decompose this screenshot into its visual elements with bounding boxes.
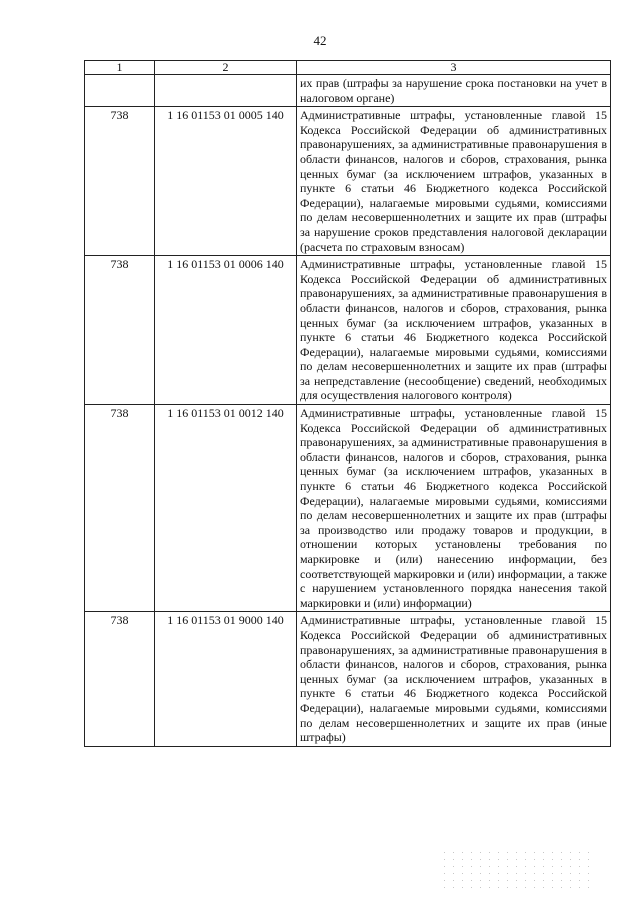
cell-code: 1 16 01153 01 0005 140 — [155, 107, 297, 256]
cell-code: 1 16 01153 01 0012 140 — [155, 405, 297, 612]
cell-description: Административные штрафы, установленные главой 15 Кодекса Российской Федерации об административных правонарушениях, за административные правонарушения в области финансов, налогов и сборов, страхования, рынка ценных бумаг (за исключением штрафов, указанных в пункте 6 статьи 46 Бюджетного кодекса Российской Федерации), налагаемые мировыми судьями, комиссиями по делам несовершеннолетних и защите их прав (штрафы за непредставление (несообщение) сведений, необходимых для осуществления налогового контроля) — [297, 256, 611, 405]
header-col-2: 2 — [155, 61, 297, 75]
page-number: 42 — [313, 33, 327, 48]
cell-description: Административные штрафы, установленные главой 15 Кодекса Российской Федерации об административных правонарушениях, за административные правонарушения в области финансов, налогов и сборов, страхования, рынка ценных бумаг (за исключением штрафов, указанных в пункте 6 статьи 46 Бюджетного кодекса Российской Федерации), налагаемые мировыми судьями, комиссиями по делам несовершеннолетних и защите их прав (штрафы за производство или продажу товаров и продукции, в отношении которых установлены требования по маркировке и (или) нанесению информации, без соответствующей маркировки и (или) информации, а также с нарушением установленного порядка нанесения такой маркировки и (или) информации) — [297, 405, 611, 612]
cell-num: 738 — [85, 612, 155, 746]
header-col-1: 1 — [85, 61, 155, 75]
cell-description: Административные штрафы, установленные главой 15 Кодекса Российской Федерации об административных правонарушениях, за административные правонарушения в области финансов, налогов и сборов, страхования, рынка ценных бумаг (за исключением штрафов, указанных в пункте 6 статьи 46 Бюджетного кодекса Российской Федерации), налагаемые мировыми судьями, комиссиями по делам несовершеннолетних и защите их прав (штрафы за нарушение сроков представления налоговой декларации (расчета по страховым взносам) — [297, 107, 611, 256]
cell-code: 1 16 01153 01 9000 140 — [155, 612, 297, 746]
cell-num: 738 — [85, 107, 155, 256]
table-row — [85, 612, 611, 746]
table-row — [85, 107, 611, 256]
header-col-3: 3 — [297, 61, 611, 75]
budget-code-table — [84, 60, 611, 747]
cell-description: Административные штрафы, установленные главой 15 Кодекса Российской Федерации об административных правонарушениях, за административные правонарушения в области финансов, налогов и сборов, страхования, рынка ценных бумаг (за исключением штрафов, указанных в пункте 6 статьи 46 Бюджетного кодекса Российской Федерации), налагаемые мировыми судьями, комиссиями по делам несовершеннолетних и защите их прав (иные штрафы) — [297, 612, 611, 746]
cell-num: 738 — [85, 256, 155, 405]
table-row — [85, 256, 611, 405]
table-row — [85, 405, 611, 612]
scan-noise — [440, 849, 590, 889]
cell-num — [85, 75, 155, 107]
cell-code: 1 16 01153 01 0006 140 — [155, 256, 297, 405]
table-header-row — [85, 61, 611, 75]
cell-description: их прав (штрафы за нарушение срока постановки на учет в налоговом органе) — [297, 75, 611, 107]
table-row-continuation — [85, 75, 611, 107]
cell-num: 738 — [85, 405, 155, 612]
cell-code — [155, 75, 297, 107]
